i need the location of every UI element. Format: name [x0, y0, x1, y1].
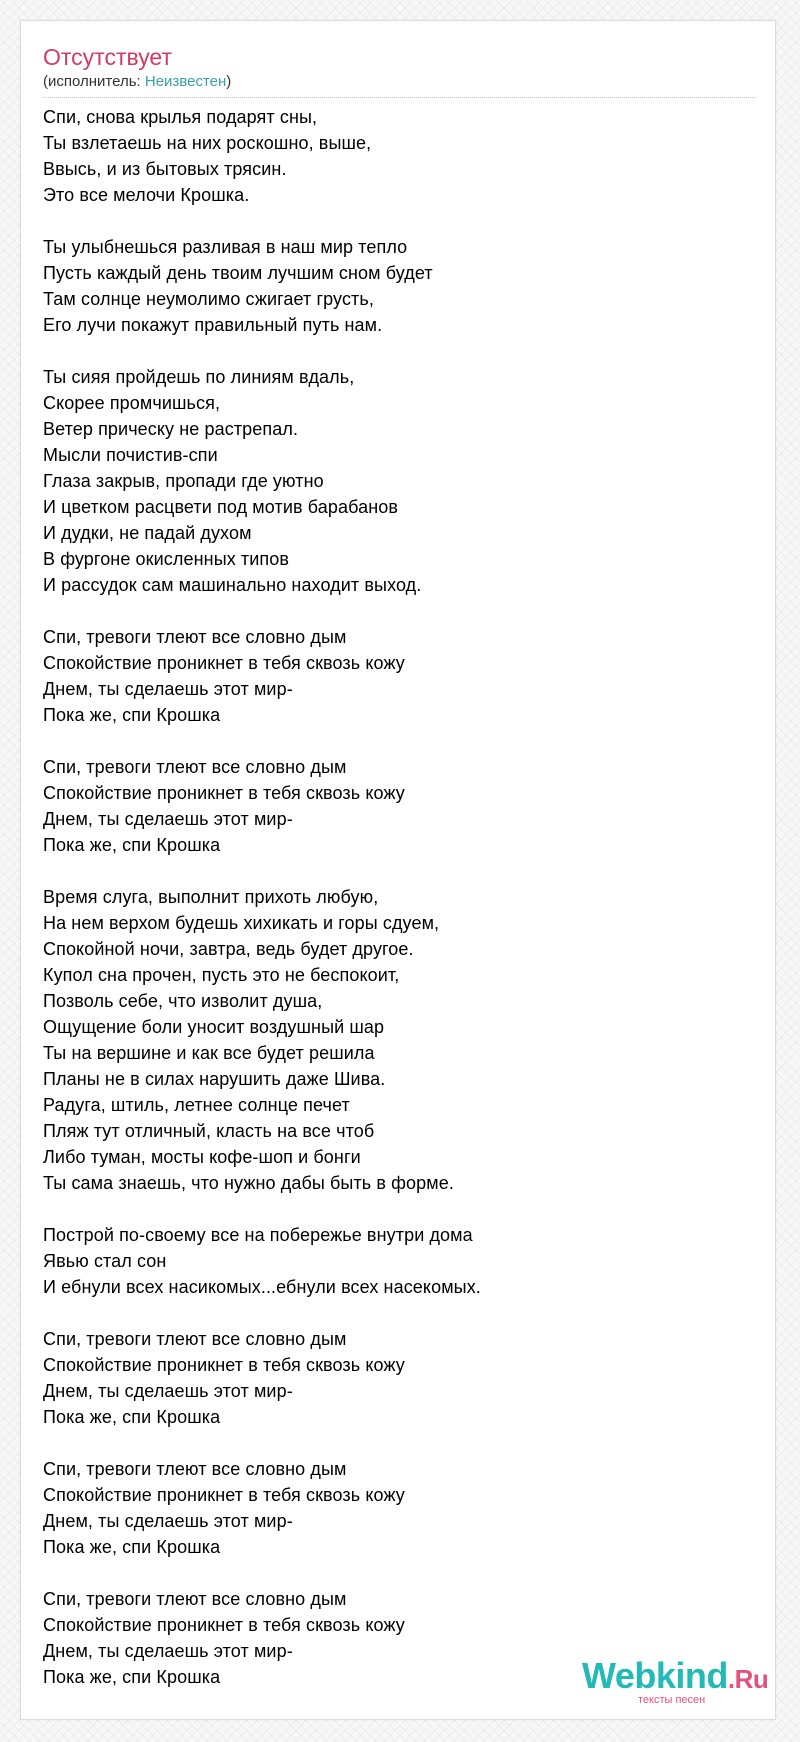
stanza-gap [43, 858, 763, 884]
logo-name: Webkind [582, 1655, 728, 1696]
lyric-line: Днем, ты сделаешь этот мир- [43, 1641, 293, 1661]
lyric-line: Пока же, спи Крошка [43, 705, 221, 725]
lyric-line: Позволь себе, что изволит душа, [43, 991, 323, 1011]
artist-suffix: ) [226, 73, 232, 90]
lyric-line: Глаза закрыв, пропади где уютно [43, 471, 324, 491]
lyric-line: Это все мелочи Крошка. [43, 185, 250, 205]
lyric-line: И цветком расцвети под мотив барабанов [43, 497, 399, 517]
stanza-gap [43, 1430, 763, 1456]
logo-tagline: тексты песен [638, 1694, 706, 1706]
lyric-line: Спи, тревоги тлеют все словно дым [43, 1459, 347, 1479]
lyric-line: Спокойствие проникнет в тебя сквозь кожу [43, 653, 405, 673]
lyric-line: Явью стал сон [43, 1251, 167, 1271]
stanza-gap [43, 338, 763, 364]
artist-line [43, 73, 231, 91]
lyric-line: Ты взлетаешь на них роскошно, выше, [43, 133, 372, 153]
lyric-line: Его лучи покажут правильный путь нам. [43, 315, 383, 335]
lyric-line: Спокойствие проникнет в тебя сквозь кожу [43, 783, 405, 803]
lyric-line: Спи, тревоги тлеют все словно дым [43, 627, 347, 647]
lyric-line: Спокойствие проникнет в тебя сквозь кожу [43, 1615, 405, 1635]
lyric-line: Ты на вершине и как все будет решила [43, 1043, 375, 1063]
lyric-line: Ощущение боли уносит воздушный шар [43, 1017, 385, 1037]
lyric-line: Спокойствие проникнет в тебя сквозь кожу [43, 1485, 405, 1505]
lyric-line: И ебнули всех насикомых...ебнули всех насекомых. [43, 1277, 481, 1297]
lyrics-card [20, 20, 776, 1720]
artist-prefix: (исполнитель: [43, 73, 145, 90]
lyric-line: Спокойствие проникнет в тебя сквозь кожу [43, 1355, 405, 1375]
lyric-line: Спи, тревоги тлеют все словно дым [43, 1329, 347, 1349]
lyric-line: Мысли почистив-спи [43, 445, 218, 465]
lyric-line: Пока же, спи Крошка [43, 1667, 221, 1687]
webkind-logo[interactable] [582, 1656, 772, 1712]
song-title: Отсутствует [43, 44, 172, 70]
lyric-line: Пока же, спи Крошка [43, 1407, 221, 1427]
stanza-gap [43, 1196, 763, 1222]
lyric-line: И дудки, не падай духом [43, 523, 252, 543]
lyric-line: Пусть каждый день твоим лучшим сном будет [43, 263, 433, 283]
lyric-line: Планы не в силах нарушить даже Шива. [43, 1069, 386, 1089]
lyric-line: Ветер прическу не растрепал. [43, 419, 299, 439]
lyric-line: Ввысь, и из бытовых трясин. [43, 159, 287, 179]
stanza-gap [43, 728, 763, 754]
logo-wordmark [582, 1656, 768, 1699]
lyric-line: Радуга, штиль, летнее солнце печет [43, 1095, 350, 1115]
lyric-line: Пока же, спи Крошка [43, 1537, 221, 1557]
lyric-line: Днем, ты сделаешь этот мир- [43, 679, 293, 699]
lyric-line: Ты сияя пройдешь по линиям вдаль, [43, 367, 355, 387]
lyric-line: Днем, ты сделаешь этот мир- [43, 1381, 293, 1401]
logo-suffix: .Ru [727, 1664, 769, 1694]
lyric-line: Ты сама знаешь, что нужно дабы быть в форме. [43, 1173, 454, 1193]
lyric-line: Днем, ты сделаешь этот мир- [43, 1511, 293, 1531]
stanza-gap [43, 1300, 763, 1326]
lyric-line: Ты улыбнешься разливая в наш мир тепло [43, 237, 408, 257]
lyric-line: Пляж тут отличный, класть на все чтоб [43, 1121, 375, 1141]
lyric-line: Построй по-своему все на побережье внутри дома [43, 1225, 473, 1245]
lyric-line: Спи, тревоги тлеют все словно дым [43, 757, 347, 777]
lyric-line: Купол сна прочен, пусть это не беспокоит, [43, 965, 400, 985]
lyric-line: Либо туман, мосты кофе-шоп и бонги [43, 1147, 361, 1167]
lyric-line: Скорее промчишься, [43, 393, 221, 413]
lyric-line: Там солнце неумолимо сжигает грусть, [43, 289, 374, 309]
stanza-gap [43, 1560, 763, 1586]
lyric-line: Днем, ты сделаешь этот мир- [43, 809, 293, 829]
title-divider [43, 97, 755, 98]
lyric-line: В фургоне окисленных типов [43, 549, 290, 569]
lyric-line: И рассудок сам машинально находит выход. [43, 575, 422, 595]
lyrics-body [43, 104, 763, 1690]
lyric-line: Спокойной ночи, завтра, ведь будет другое. [43, 939, 414, 959]
stanza-gap [43, 598, 763, 624]
lyric-line: На нем верхом будешь хихикать и горы сдуем, [43, 913, 440, 933]
lyric-line: Пока же, спи Крошка [43, 835, 221, 855]
artist-link[interactable]: Неизвестен [144, 73, 227, 90]
stanza-gap [43, 208, 763, 234]
lyric-line: Спи, снова крылья подарят сны, [43, 107, 318, 127]
lyric-line: Спи, тревоги тлеют все словно дым [43, 1589, 347, 1609]
lyric-line: Время слуга, выполнит прихоть любую, [43, 887, 379, 907]
